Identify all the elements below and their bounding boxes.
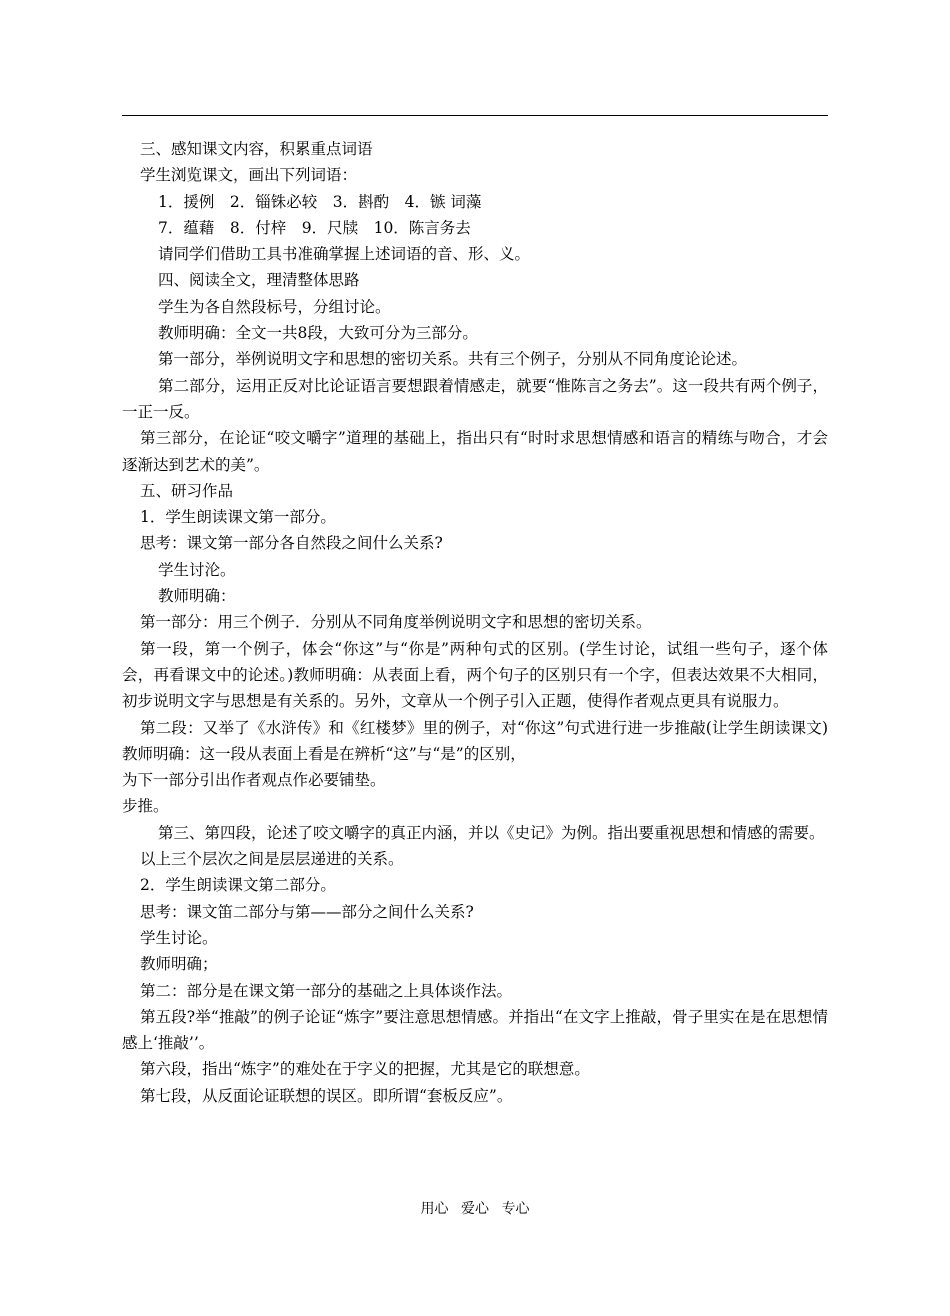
paragraph: 为下一部分引出作者观点作必要铺垫。 [122, 771, 386, 790]
vocab-list-line-1: 1．援例 2．锱铢必较 3．斟酌 4．镞 词藻 [158, 192, 482, 211]
paragraph: 请同学们借助工具书准确掌握上述词语的音、形、义。 [158, 245, 531, 264]
paragraph: 教师明确； [140, 955, 218, 974]
paragraph: 学生浏览课文，画出下列词语： [140, 166, 358, 185]
paragraph: 第一部分：用三个例子．分别从不同角度举例说明文字和思想的密切关系。 [140, 613, 652, 632]
paragraph: 思考：课文笛二部分与第——部分之间什么关系? [140, 902, 474, 921]
paragraph: 第一部分，举例说明文字和思想的密切关系。共有三个例子，分别从不同角度论论述。 [158, 350, 748, 369]
vocab-list-line-2: 7．蕴藉 8．付梓 9．尺牍 10．陈言务去 [158, 218, 471, 237]
section-heading-5: 五、研习作品 [140, 481, 234, 500]
page-footer: 用心 爱心 专心 [420, 1201, 530, 1217]
paragraph: 2．学生朗读课文第二部分。 [140, 876, 336, 895]
paragraph: 第一段，第一个例子，体会“你这”与“你是”两种句式的区别。(学生讨论，试组一些句子，逐个体会，再看课文中的论述。)教师明确：从表面上看，两个句子的区别只有一个字，但表达效果不大相同，初步说明文字与思想是有关系的。另外，文章从一个例子引入正题，使得作者观点更具有说服力。 [122, 639, 828, 711]
header-rule [122, 115, 828, 116]
paragraph: 第三部分，在论证“咬文嚼字”道理的基础上，指出只有“时时求思想情感和语言的精练与吻合，才会逐渐达到艺术的美”。 [122, 429, 828, 474]
paragraph: 第二段：又举了《水浒传》和《红楼梦》里的例子，对“你这”句式进行进一步推敲(让学生朗读课文)教师明确：这一段从表面上看是在辨析“这”与“是”的区别， [122, 718, 828, 763]
paragraph: 第六段，指出“炼字”的难处在于字义的把握，尤其是它的联想意。 [140, 1060, 590, 1079]
paragraph: 教师明确：全文一共8段，大致可分为三部分。 [158, 324, 478, 343]
paragraph: 第七段，从反面论证联想的误区。即所谓“套板反应”。 [140, 1086, 513, 1105]
paragraph: 第二部分，运用正反对比论证语言要想跟着情感走，就要“惟陈言之务去”。这一段共有两个例子，一正一反。 [122, 376, 828, 421]
paragraph: 第二：部分是在课文第一部分的基础之上具体谈作法。 [140, 981, 513, 1000]
paragraph: 第三、第四段，论述了咬文嚼字的真正内涵，并以《史记》为例。指出要重视思想和情感的需要。 [158, 823, 825, 842]
paragraph: 思考：课文第一部分各自然段之间什么关系? [140, 534, 443, 553]
paragraph: 步推。 [122, 797, 169, 816]
paragraph: 以上三个层次之间是层层递进的关系。 [140, 850, 404, 869]
paragraph: 学生讨沦。 [158, 560, 236, 579]
section-heading-3: 三、感知课文内容，积累重点词语 [140, 140, 373, 158]
paragraph: 教师明确： [158, 587, 236, 606]
document-body [122, 136, 828, 1109]
paragraph: 1．学生朗读课文第一部分。 [140, 508, 336, 527]
paragraph: 学生讨论。 [140, 928, 218, 947]
paragraph: 学生为各自然段标号，分组讨论。 [158, 297, 391, 316]
section-heading-4: 四、阅读全文，理清整体思路 [158, 271, 360, 290]
paragraph: 第五段?举“推敲”的例子论证“炼字”要注意思想情感。并指出“在文字上推敲，骨子里实在是在思想情感上‘推敲’’。 [122, 1007, 828, 1053]
